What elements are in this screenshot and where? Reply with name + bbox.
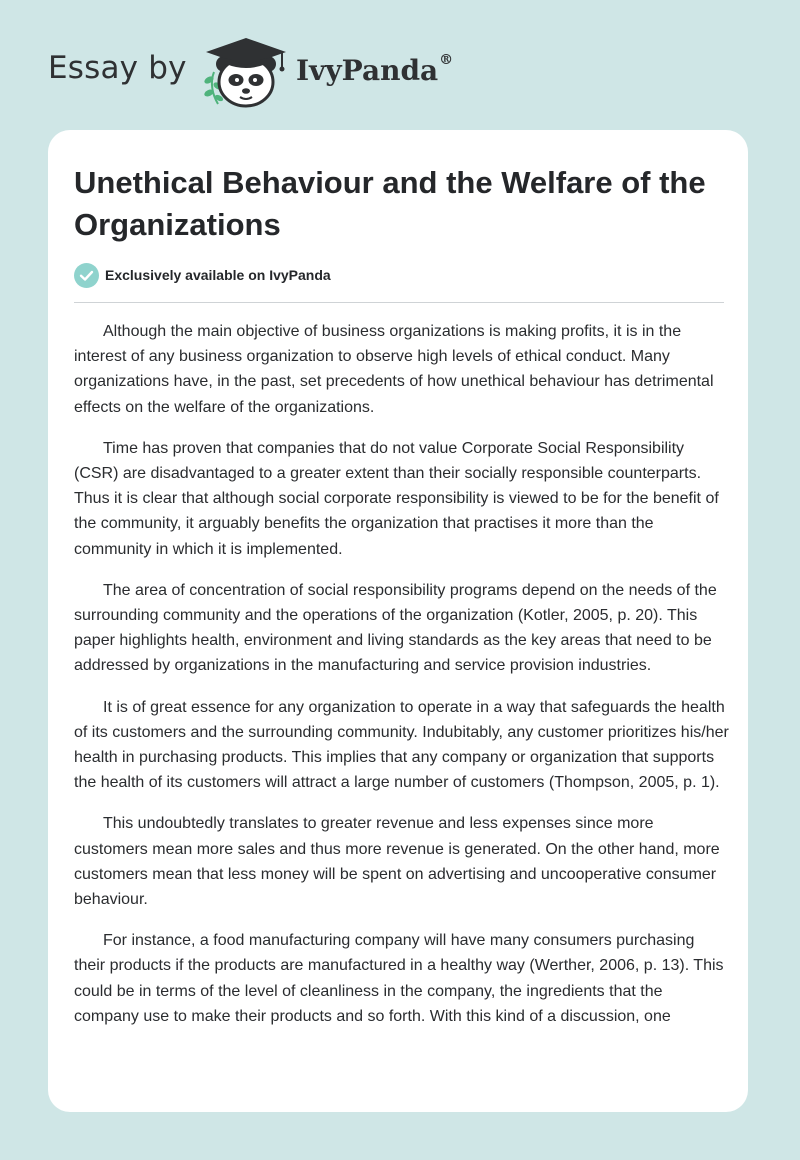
- paragraph: For instance, a food manufacturing company will have many consumers purchasing their products if the products are manufactured in a healthy way (Werther, 2006, p. 13). This could be in terms of the level of cleanliness in the company, the ingredients that the company use to make their products and so forth. With this kind of a discussion, one: [74, 932, 724, 1025]
- check-circle-icon: [74, 263, 99, 288]
- paragraph: This undoubtedly translates to greater revenue and less expenses since more customers mean more sales and thus more revenue is generated. On the other hand, more customers mean that less money will be spent on advertising and uncooperative consumer behaviour.: [74, 815, 720, 909]
- brand-label: IvyPanda: [296, 54, 439, 87]
- paragraph: The area of concentration of social responsibility programs depend on the needs of the surrounding community and the operations of the organization (Kotler, 2005, p. 20). This paper highlights health, environment and living standards as the key areas that need to be addressed by organizations in the manufacturing and service provision industries.: [74, 581, 717, 675]
- exclusive-badge: [74, 262, 331, 288]
- essay-body: [74, 319, 729, 1045]
- paragraph: It is of great essence for any organization to operate in a way that safeguards the health of its customers and the surrounding community. Indubitably, any customer prioritizes his/her health in purchasing products. This implies that any company or organization that supports the health of its customers will attract a large number of customers (Thompson, 2005, p. 1).: [74, 698, 729, 792]
- divider: [74, 302, 724, 303]
- paragraph: Time has proven that companies that do not value Corporate Social Responsibility (CSR) are disadvantaged to a greater extent than their socially responsible counterparts. Thus it is clear that although social corporate responsibility is viewed to be for the benefit of the community, it arguably benefits the organization that practises it more than the community in which it is implemented.: [74, 439, 719, 558]
- paragraph: Although the main objective of business organizations is making profits, it is in the interest of any business organization to observe high levels of ethical conduct. Many organizations have, in the past, set precedents of how unethical behaviour has detrimental effects on the welfare of the organizations.: [74, 323, 714, 416]
- site-header: [0, 0, 800, 130]
- page-title: Unethical Behaviour and the Welfare of the Organizations: [74, 165, 706, 242]
- exclusive-badge-label: Exclusively available on IvyPanda: [105, 267, 331, 283]
- panda-graduate-logo-icon[interactable]: [196, 34, 296, 110]
- trademark-symbol: ®: [439, 52, 454, 68]
- essay-by-label: Essay by: [48, 50, 187, 86]
- essay-card: [48, 130, 748, 1112]
- brand-name[interactable]: [296, 54, 453, 87]
